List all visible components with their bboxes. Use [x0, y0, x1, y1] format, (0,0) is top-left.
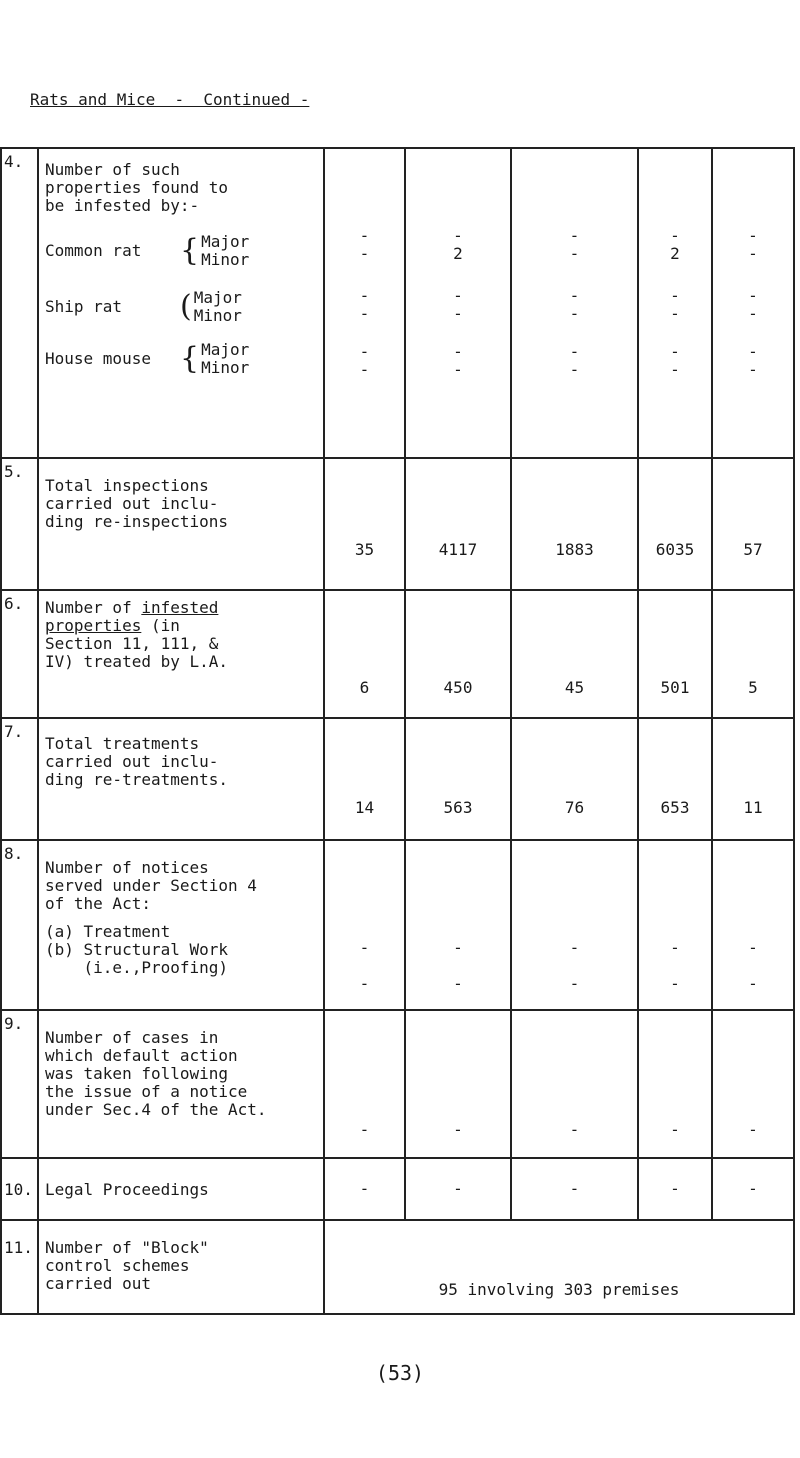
row-number: 9.	[1, 1010, 38, 1158]
value-cell: -	[324, 1010, 405, 1158]
row-number: 7.	[1, 718, 38, 840]
row-description: Legal Proceedings	[38, 1158, 324, 1220]
value-cell: 450	[405, 590, 511, 718]
value-cell: 35	[324, 458, 405, 590]
table-row	[1, 718, 794, 840]
row-description: Total inspections carried out inclu- ding re-inspections	[38, 458, 324, 590]
value-cell: - 2 - - - -	[638, 148, 712, 458]
value-cell: - -	[405, 840, 511, 1010]
value-cell: - -	[324, 840, 405, 1010]
value-cell: -	[712, 1010, 794, 1158]
species-house-mouse: House mouse { Major Minor	[45, 340, 250, 377]
species-ship-rat: Ship rat ( Major Minor	[45, 288, 242, 325]
table-row	[1, 458, 794, 590]
value-cell: -	[324, 1158, 405, 1220]
notice-item-a: (a) Treatment	[45, 922, 171, 941]
table-row	[1, 590, 794, 718]
value-cell: 6	[324, 590, 405, 718]
page-title: Rats and Mice - Continued -	[30, 90, 310, 109]
value-cell: 14	[324, 718, 405, 840]
row-number: 10.	[1, 1158, 38, 1220]
value-cell: - - - - - -	[324, 148, 405, 458]
value-cell: -	[511, 1158, 638, 1220]
row-number: 11.	[1, 1220, 38, 1314]
value-cell: - - - - - -	[712, 148, 794, 458]
value-cell: - - - - - -	[511, 148, 638, 458]
row-description: Total treatments carried out inclu- ding re-treatments.	[38, 718, 324, 840]
table-row	[1, 1220, 794, 1314]
row-description: Number of cases in which default action was taken following the issue of a notice under Sec.4 of the Act.	[38, 1010, 324, 1158]
value-cell: 6035	[638, 458, 712, 590]
value-cell: - 2 - - - -	[405, 148, 511, 458]
value-cell: -	[405, 1010, 511, 1158]
species-common-rat: Common rat { Major Minor	[45, 232, 250, 269]
row-description: Number of infested properties (in Section 11, 111, & IV) treated by L.A.	[38, 590, 324, 718]
page-number: (53)	[375, 1361, 425, 1385]
block-schemes-value: 95 involving 303 premises	[324, 1220, 794, 1314]
value-cell: 5	[712, 590, 794, 718]
value-cell: 45	[511, 590, 638, 718]
value-cell: 57	[712, 458, 794, 590]
row-number: 5.	[1, 458, 38, 590]
table-row	[1, 1010, 794, 1158]
row-description: Number of notices served under Section 4 of the Act: (a) Treatment (b) Structural Work (i.e.,Proofing)	[38, 840, 324, 1010]
value-cell: - -	[712, 840, 794, 1010]
value-cell: - -	[511, 840, 638, 1010]
value-cell: 1883	[511, 458, 638, 590]
value-cell: -	[638, 1158, 712, 1220]
row-description: Number of such properties found to be infested by:- Common rat { Major Minor Ship rat ( Major Minor House mouse { Major Minor	[38, 148, 324, 458]
table-row	[1, 148, 794, 458]
row-number: 8.	[1, 840, 38, 1010]
value-cell: - -	[638, 840, 712, 1010]
value-cell: -	[712, 1158, 794, 1220]
row-description: Number of "Block" control schemes carried out	[38, 1220, 324, 1314]
value-cell: -	[638, 1010, 712, 1158]
value-cell: 11	[712, 718, 794, 840]
notice-item-b: (b) Structural Work (i.e.,Proofing)	[45, 940, 229, 977]
value-cell: -	[405, 1158, 511, 1220]
value-cell: -	[511, 1010, 638, 1158]
value-cell: 563	[405, 718, 511, 840]
value-cell: 76	[511, 718, 638, 840]
row-number: 6.	[1, 590, 38, 718]
rats-mice-table	[0, 147, 795, 1315]
table-row	[1, 1158, 794, 1220]
table-row	[1, 840, 794, 1010]
row-number: 4.	[1, 148, 38, 458]
value-cell: 501	[638, 590, 712, 718]
value-cell: 653	[638, 718, 712, 840]
value-cell: 4117	[405, 458, 511, 590]
